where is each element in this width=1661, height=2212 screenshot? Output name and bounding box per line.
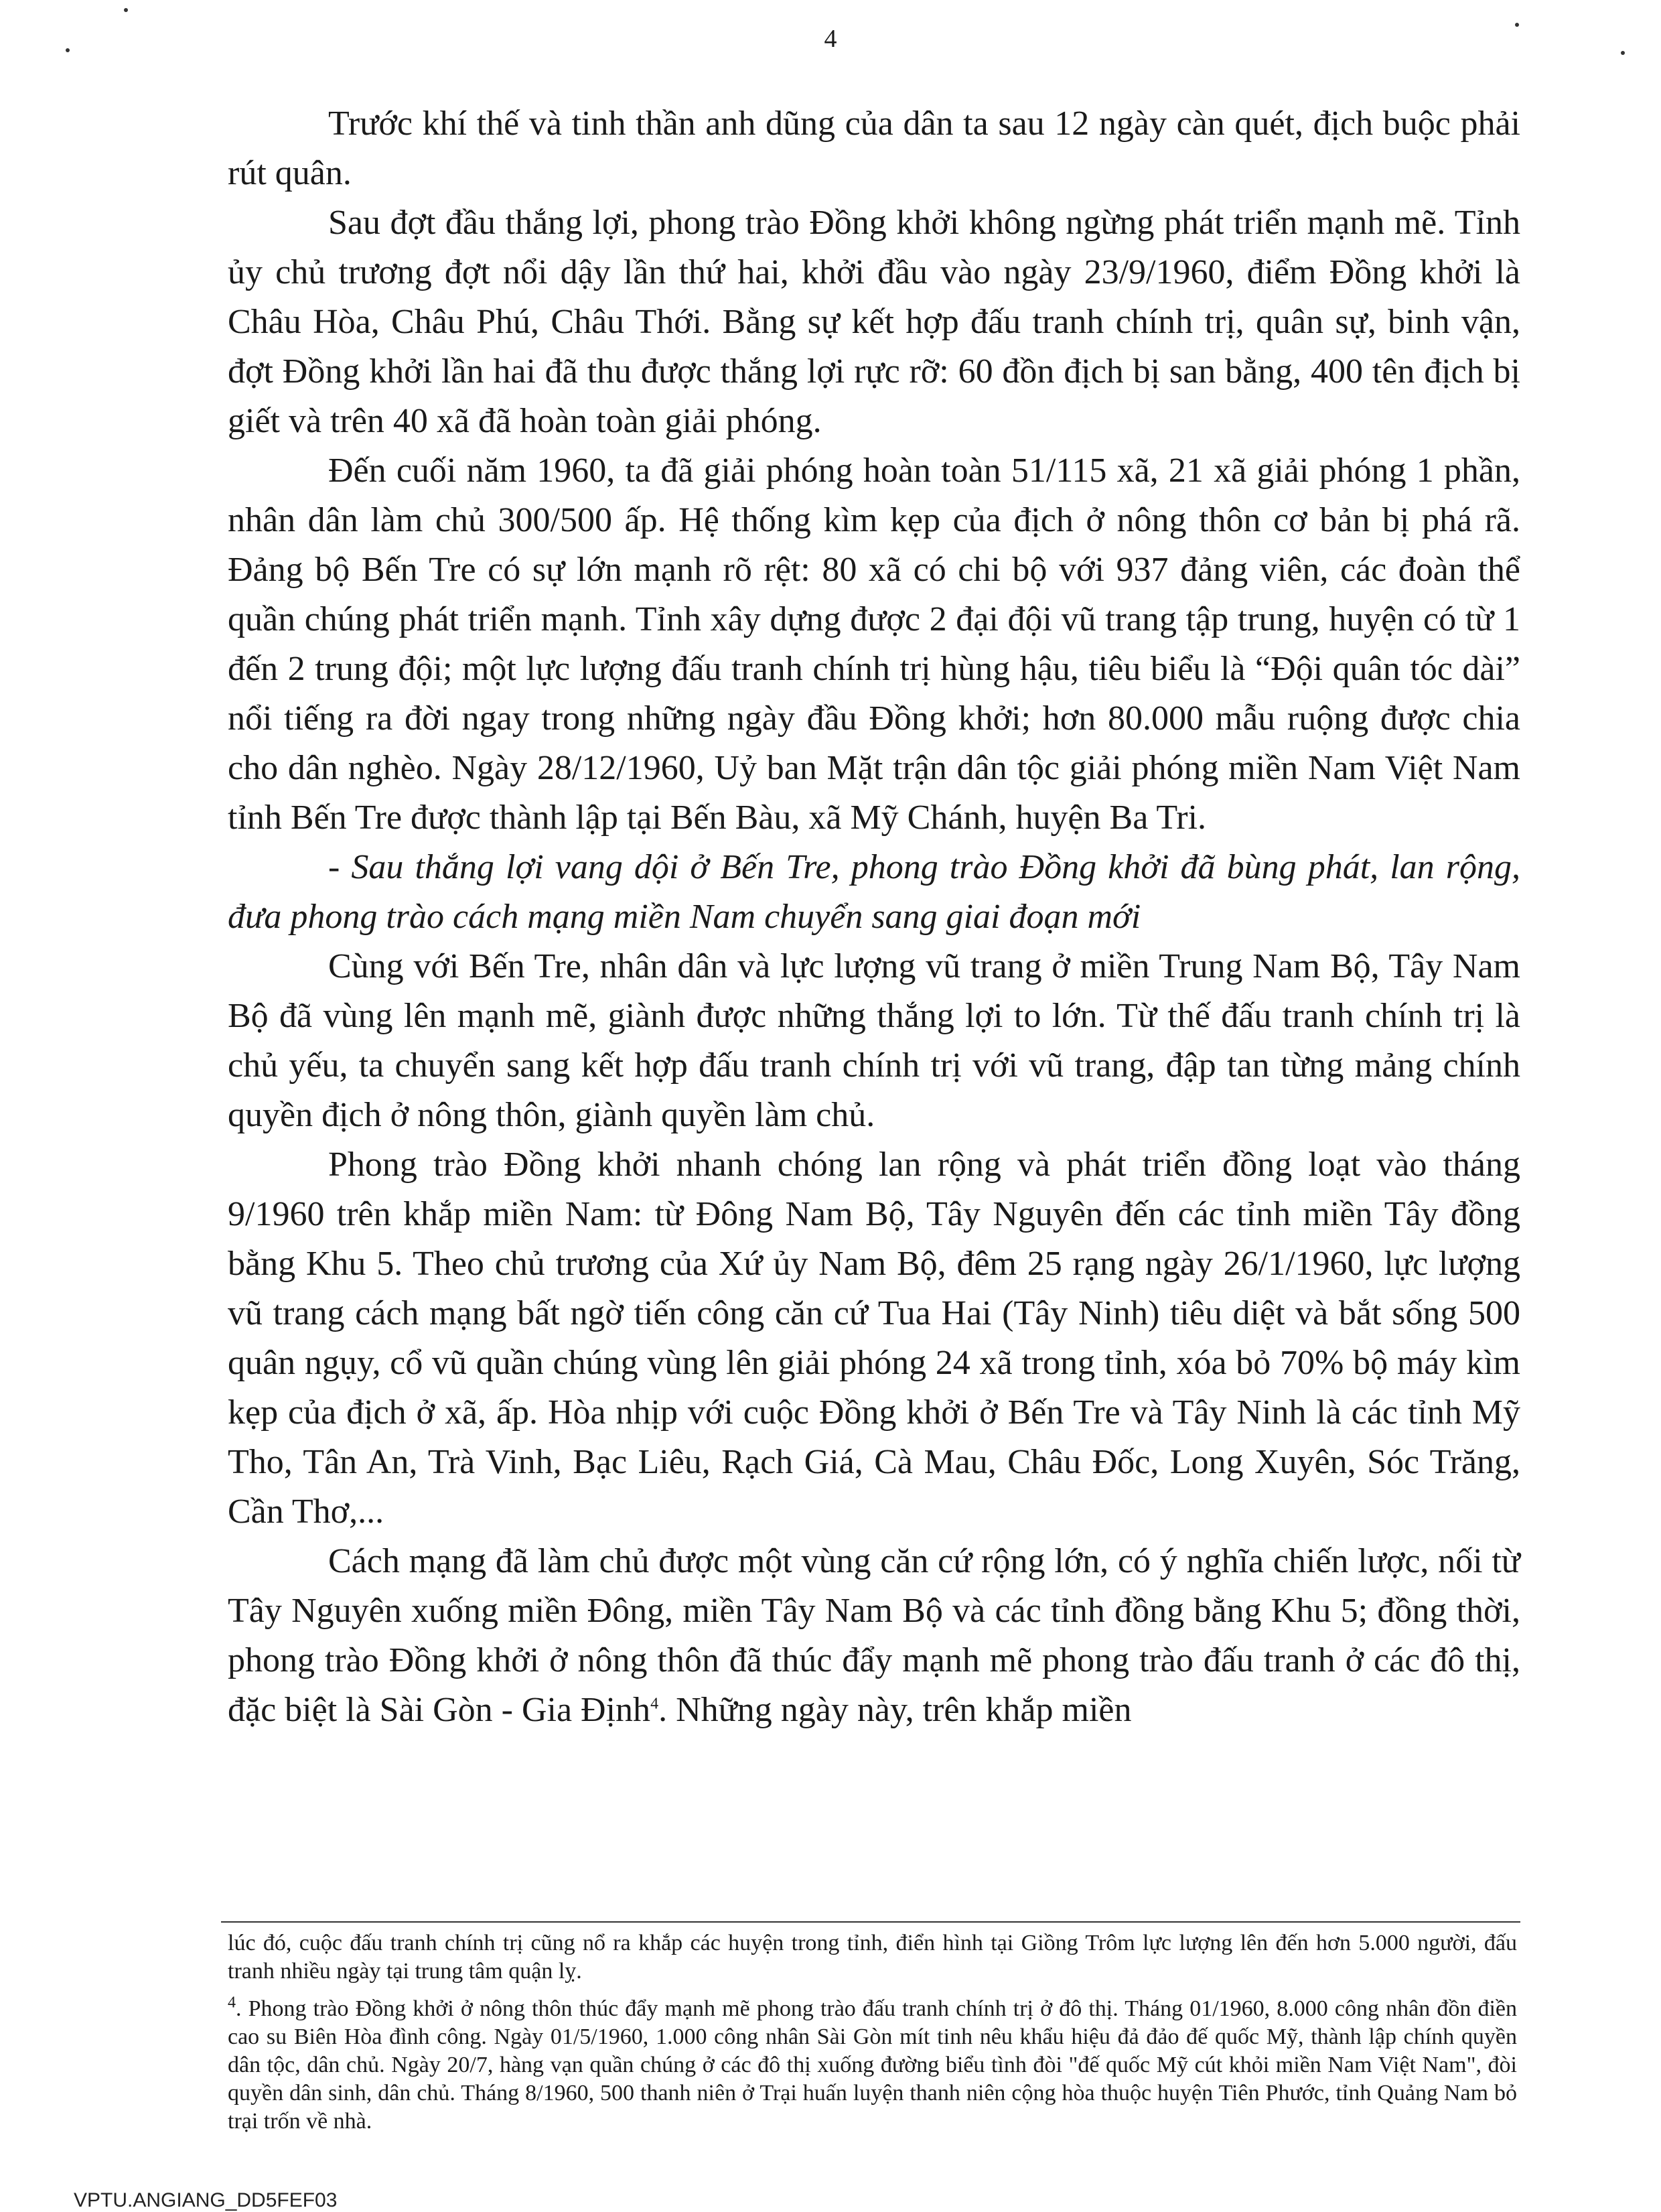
paragraph-text: Cách mạng đã làm chủ được một vùng căn cứ rộng lớn, có ý nghĩa chiến lược, nối từ Tây Nguyên xuống miền Đông, miền Tây Nam Bộ và các tỉnh đồng bằng Khu 5; đồng thời, phong trào Đồng khởi ở nông thôn đã thúc đẩy mạnh mẽ phong trào đấu tranh ở các đô thị, đặc biệt là Sài Gòn - Gia Định [228, 1542, 1520, 1729]
footnote-divider [221, 1921, 1520, 1923]
body-text [228, 99, 1520, 1735]
paragraph: Đến cuối năm 1960, ta đã giải phóng hoàn toàn 51/115 xã, 21 xã giải phóng 1 phần, nhân dân làm chủ 300/500 ấp. Hệ thống kìm kẹp của địch ở nông thôn cơ bản bị phá rã. Đảng bộ Bến Tre có sự lớn mạnh rõ rệt: 80 xã có chi bộ với 937 đảng viên, các đoàn thể quần chúng phát triển mạnh. Tỉnh xây dựng được 2 đại đội vũ trang tập trung, huyện có từ 1 đến 2 trung đội; một lực lượng đấu tranh chính trị hùng hậu, tiêu biểu là “Đội quân tóc dài” nổi tiếng ra đời ngay trong những ngày đầu Đồng khởi; hơn 80.000 mẫu ruộng được chia cho dân nghèo. Ngày 28/12/1960, Uỷ ban Mặt trận dân tộc giải phóng miền Nam Việt Nam tỉnh Bến Tre được thành lập tại Bến Bàu, xã Mỹ Chánh, huyện Ba Tri. [228, 452, 1520, 837]
paragraph: Trước khí thế và tinh thần anh dũng của dân ta sau 12 ngày càn quét, địch buộc phải rút quân. [228, 105, 1520, 192]
paragraph: Cùng với Bến Tre, nhân dân và lực lượng vũ trang ở miền Trung Nam Bộ, Tây Nam Bộ đã vùng lên mạnh mẽ, giành được những thắng lợi to lớn. Từ thế đấu tranh chính trị là chủ yếu, ta chuyển sang kết hợp đấu tranh chính trị với vũ trang, đập tan từng mảng chính quyền địch ở nông thôn, giành quyền làm chủ. [228, 947, 1520, 1134]
paragraph [228, 1537, 1520, 1735]
footnote-4 [228, 1995, 1517, 2136]
paragraph-text: . Những ngày này, trên khắp miền [658, 1691, 1132, 1729]
document-code: VPTU.ANGIANG_DD5FEF03 [74, 2189, 338, 2211]
footnotes [228, 1929, 1517, 2145]
paragraph: Sau đợt đầu thắng lợi, phong trào Đồng khởi không ngừng phát triển mạnh mẽ. Tỉnh ủy chủ trương đợt nổi dậy lần thứ hai, khởi đầu vào ngày 23/9/1960, điểm Đồng khởi là Châu Hòa, Châu Phú, Châu Thới. Bằng sự kết hợp đấu tranh chính trị, quân sự, binh vận, đợt Đồng khởi lần hai đã thu được thắng lợi rực rỡ: 60 đồn địch bị san bằng, 400 tên địch bị giết và trên 40 xã đã hoàn toàn giải phóng. [228, 204, 1520, 440]
footnote-ref[interactable]: 4 [650, 1695, 659, 1713]
footnote-text: . Phong trào Đồng khởi ở nông thôn thúc đẩy mạnh mẽ phong trào đấu tranh chính trị ở đô thị. Tháng 01/1960, 8.000 công nhân đồn điền cao su Biên Hòa đình công. Ngày 01/5/1960, 1.000 công nhân Sài Gòn mít tinh nêu khẩu hiệu đả đảo đế quốc Mỹ, thành lập chính quyền dân tộc, dân chủ. Ngày 20/7, hàng vạn quần chúng ở các đô thị xuống đường biểu tình đòi "đế quốc Mỹ cút khỏi miền Nam Việt Nam", đòi quyền dân sinh, dân chủ. Tháng 8/1960, 500 thanh niên ở Trại huấn luyện thanh niên cộng hòa thuộc huyện Tiên Phước, tỉnh Quảng Nam bỏ trại trốn về nhà. [228, 1996, 1517, 2134]
paragraph: Phong trào Đồng khởi nhanh chóng lan rộng và phát triển đồng loạt vào tháng 9/1960 trên khắp miền Nam: từ Đông Nam Bộ, Tây Nguyên đến các tỉnh miền Tây đồng bằng Khu 5. Theo chủ trương của Xứ ủy Nam Bộ, đêm 25 rạng ngày 26/1/1960, lực lượng vũ trang cách mạng bất ngờ tiến công căn cứ Tua Hai (Tây Ninh) tiêu diệt và bắt sống 500 quân ngụy, cổ vũ quần chúng vùng lên giải phóng 24 xã trong tỉnh, xóa bỏ 70% bộ máy kìm kẹp của địch ở xã, ấp. Hòa nhịp với cuộc Đồng khởi ở Bến Tre và Tây Ninh là các tỉnh Mỹ Tho, Tân An, Trà Vinh, Bạc Liêu, Rạch Giá, Cà Mau, Châu Đốc, Long Xuyên, Sóc Trăng, Cần Thơ,... [228, 1146, 1520, 1531]
italic-subheading: - Sau thắng lợi vang dội ở Bến Tre, phong trào Đồng khởi đã bùng phát, lan rộng, đưa phong trào cách mạng miền Nam chuyển sang giai đoạn mới [228, 848, 1520, 936]
page-number: 4 [824, 25, 837, 53]
scan-speck [124, 8, 128, 12]
footnote-mark: 4 [228, 1994, 236, 2012]
footnote-continued: lúc đó, cuộc đấu tranh chính trị cũng nổ ra khắp các huyện trong tỉnh, điển hình tại Giồng Trôm lực lượng lên đến hơn 5.000 người, đấu tranh nhiều ngày tại trung tâm quận lỵ. [228, 1931, 1517, 1984]
